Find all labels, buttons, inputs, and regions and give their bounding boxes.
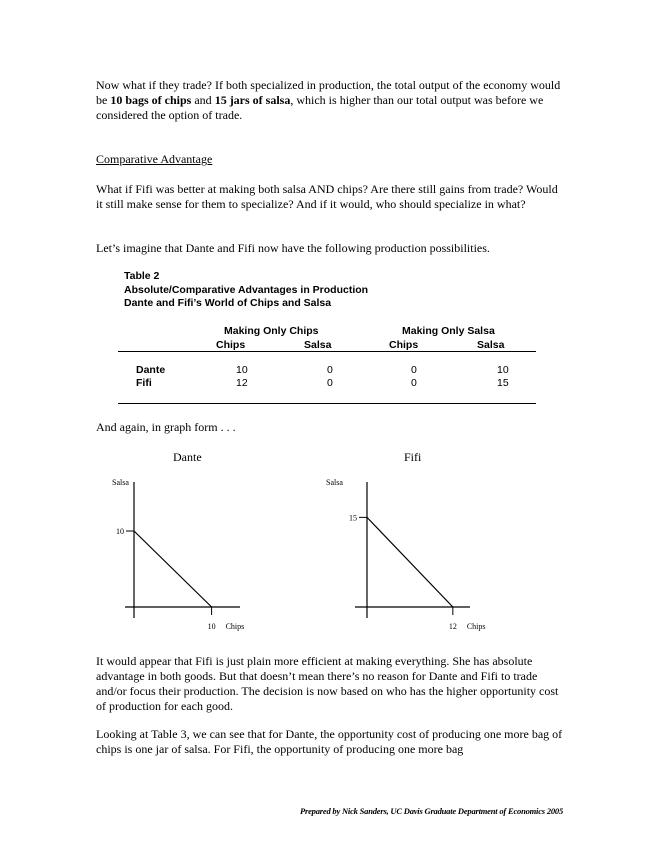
column-header: Salsa bbox=[304, 339, 332, 351]
table-cell: 0 bbox=[327, 377, 333, 389]
column-header: Chips bbox=[389, 339, 419, 351]
table-cell: 0 bbox=[327, 364, 333, 376]
paragraph-graph-intro: And again, in graph form . . . bbox=[96, 420, 236, 434]
y-intercept-label: 15 bbox=[349, 513, 357, 523]
paragraph-trade-bold-chips: 10 bags of chips bbox=[110, 93, 192, 107]
section-heading: Comparative Advantage bbox=[96, 152, 213, 166]
row-label-dante: Dante bbox=[136, 364, 166, 376]
group-header-salsa: Making Only Salsa bbox=[402, 325, 495, 337]
table-cell: 0 bbox=[411, 364, 417, 376]
table-rule-top bbox=[118, 351, 536, 352]
table-caption: Dante and Fifi’s World of Chips and Salsa bbox=[124, 297, 332, 309]
y-axis-label: Salsa bbox=[326, 478, 343, 487]
footer-credit: Prepared by Nick Sanders, UC Davis Graduate Department of Economics 2005 bbox=[300, 806, 564, 816]
x-axis-label: Chips bbox=[466, 622, 486, 631]
table-rule-bottom bbox=[118, 403, 536, 404]
y-intercept-label: 10 bbox=[116, 527, 124, 536]
column-header: Salsa bbox=[477, 339, 505, 351]
paragraph-trade-bold-salsa: 15 jars of salsa bbox=[214, 93, 291, 107]
table-cell: 12 bbox=[236, 377, 248, 389]
table-cell: 10 bbox=[236, 364, 248, 376]
table-cell: 15 bbox=[497, 377, 509, 389]
group-header-chips: Making Only Chips bbox=[224, 325, 319, 337]
graph-title: Dante bbox=[173, 450, 202, 464]
graph-title: Fifi bbox=[404, 450, 422, 464]
paragraph-trade bbox=[96, 78, 566, 123]
x-intercept-label: 10 bbox=[207, 622, 216, 631]
x-axis-label: Chips bbox=[225, 622, 245, 631]
paragraph-trade-text-3: , which is higher than our total output was before we considered the option of trade. bbox=[96, 93, 544, 122]
paragraph-table3: Looking at Table 3, we can see that for Dante, the opportunity cost of producing one more bag of chips is one jar of salsa. For Fifi, the opportunity of producing one more bag bbox=[96, 727, 563, 756]
table-title: Table 2 bbox=[124, 270, 160, 282]
table-subtitle: Absolute/Comparative Advantages in Production bbox=[124, 284, 369, 296]
paragraph-question: What if Fifi was better at making both salsa AND chips? Are there still gains from trade? Would it still make sense for them to specialize? And if it would, who should specialize in what? bbox=[96, 182, 558, 211]
ppf-graphs bbox=[0, 440, 655, 640]
paragraph-trade-text-2: and bbox=[191, 93, 215, 107]
x-intercept-label: 12 bbox=[448, 622, 457, 631]
paragraph-efficient: It would appear that Fifi is just plain more efficient at making everything. She has absolute advantage in both goods. But that doesn’t mean there’s no reason for Dante and Fifi to trade and/or focus their production. The decision is now based on who has the higher opportunity cost of production for each good. bbox=[96, 654, 559, 713]
table-cell: 10 bbox=[497, 364, 509, 376]
ppf-line bbox=[367, 517, 453, 607]
ppf-line bbox=[134, 531, 212, 607]
column-header: Chips bbox=[216, 339, 246, 351]
paragraph-trade-text-1: Now what if they trade? If both specialized in production, the total output of the economy would be bbox=[96, 78, 561, 107]
y-axis-label: Salsa bbox=[112, 478, 129, 487]
paragraph-imagine: Let’s imagine that Dante and Fifi now have the following production possibilities. bbox=[96, 241, 490, 255]
row-label-fifi: Fifi bbox=[136, 377, 152, 389]
table-cell: 0 bbox=[411, 377, 417, 389]
